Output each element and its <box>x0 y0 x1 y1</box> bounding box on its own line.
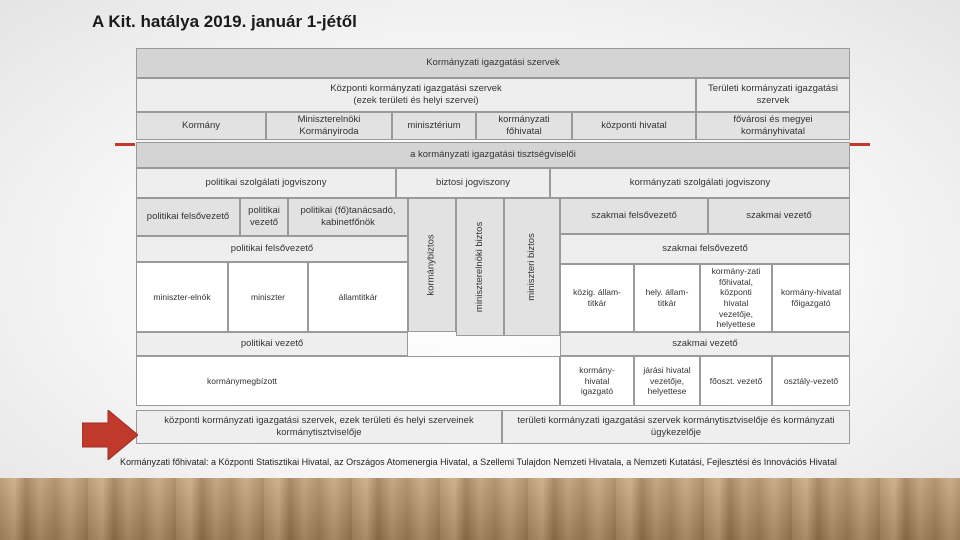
jogviszony-biztosi-label: biztosi jogviszony <box>436 177 510 189</box>
header-kormanyzati-szervek <box>136 48 850 78</box>
allamtitkar-box <box>308 262 408 332</box>
miniszter-label: miniszter <box>250 291 285 302</box>
kozig-allamtitkar-label: közig. állam-titkár <box>573 287 621 308</box>
header-kozponti-szervek <box>136 78 696 112</box>
organ-kozponti-hivatal <box>572 112 696 140</box>
jogviszony-kormanyzati-label: kormányzati szolgálati jogviszony <box>629 177 771 189</box>
jogviszony-politikai <box>136 168 396 198</box>
politikai-tanacsado-label: politikai (fő)tanácsadó, kabinetfőnök <box>300 205 396 228</box>
szakmai-felsovezeto-group <box>560 234 850 264</box>
szakmai-vezeto-group-label: szakmai vezető <box>672 338 738 350</box>
tisztsegviselo-label: a kormányzati igazgatási tisztségviselői <box>410 149 576 161</box>
organ-miniszterium <box>392 112 476 140</box>
fohivatal-vezetoje-label: kormány-zati főhivatal, központi hivatal vezetője, helyettese <box>711 266 761 330</box>
kormanyhivatal-igazgato-box <box>560 356 634 406</box>
szakmai-vezeto-group <box>560 332 850 356</box>
osztalyvezeto-box <box>772 356 850 406</box>
miniszterelnok-box <box>136 262 228 332</box>
politikai-vezeto-group <box>136 332 408 356</box>
slide-title: A Kit. hatálya 2019. január 1-jétől <box>92 12 357 31</box>
footnote-kormanyzati-fohivatal: Kormányzati főhivatal: a Központi Statisztikai Hivatal, az Országos Atomenergia Hivatal, a Szellemi Tulajdon Nemzeti Hivatala, a Nemzeti Kutatási, Fejlesztési és Innovációs Hivatal <box>120 457 837 467</box>
politikai-felsovezeto-box <box>136 198 240 236</box>
header-teruleti-szervek <box>696 78 850 112</box>
miniszterelnoki-biztos-column <box>456 198 504 336</box>
kormanybiztos-column <box>408 198 456 332</box>
miniszteri-biztos-column <box>504 198 560 336</box>
helyettes-allamtitkar-box <box>634 264 700 332</box>
kormanyhivatal-foigazgato-box <box>772 264 850 332</box>
jarasi-hivatal-label: járási hivatal vezetője, helyettese <box>643 365 691 397</box>
fohivatal-vezetoje-box <box>700 264 772 332</box>
organ-miniszterelnoki-kormanyiroda <box>266 112 392 140</box>
allamtitkar-label: államtitkár <box>338 291 378 302</box>
helyettes-allamtitkar-label: hely. állam-titkár <box>645 287 689 308</box>
politikai-vezeto-group-label: politikai vezető <box>240 338 304 350</box>
jogviszony-biztosi <box>396 168 550 198</box>
jogviszony-politikai-label: politikai szolgálati jogviszony <box>205 177 327 189</box>
organ-miniszterium-label: minisztérium <box>407 120 461 132</box>
organ-fovarosi-label: fővárosi és megyei kormányhivatal <box>733 114 813 137</box>
szakmai-vezeto-label: szakmai vezető <box>746 210 812 222</box>
header-kormanyzati-label: Kormányzati igazgatási szervek <box>426 57 560 69</box>
bottom-kozponti-kormanytisztviselo <box>136 410 502 444</box>
kormanyhivatal-foigazgato-label: kormány-hivatal főigazgató <box>781 287 841 308</box>
organ-kormanyzati-fohivatal <box>476 112 572 140</box>
kormanymegbizott-box <box>136 356 560 406</box>
szakmai-felsovezeto-group-label: szakmai felsővezető <box>662 243 748 255</box>
kormanyhivatal-igazgato-label: kormány-hivatal igazgató <box>579 365 615 397</box>
szakmai-vezeto-box <box>708 198 850 234</box>
jogviszony-kormanyzati <box>550 168 850 198</box>
organ-fohivatal-label: kormányzati főhivatal <box>498 114 550 137</box>
bottom-teruleti-label: területi kormányzati igazgatási szervek kormánytisztviselője és kormányzati ügykezelője <box>517 415 835 438</box>
kormanybiztos-label: kormánybiztos <box>426 234 438 296</box>
osztalyvezeto-label: osztály-vezető <box>783 375 839 386</box>
bottom-teruleti-kormanytisztviselo <box>502 410 850 444</box>
organ-fovarosi-megyei-kormanyhivatal <box>696 112 850 140</box>
politikai-felsovezeto-group-label: politikai felsővezető <box>230 243 314 255</box>
jarasi-hivatal-box <box>634 356 700 406</box>
miniszteri-biztos-label: miniszteri biztos <box>526 233 538 301</box>
organ-kormany <box>136 112 266 140</box>
miniszterelnok-label: miniszter-elnök <box>153 291 211 302</box>
kozig-allamtitkar-box <box>560 264 634 332</box>
tisztsegviselo-header <box>136 142 850 168</box>
red-arrow-icon <box>82 410 138 460</box>
politikai-felsovezeto-group <box>136 236 408 262</box>
wooden-floor-background <box>0 478 960 540</box>
organ-miniszterelnoki-label: Miniszterelnöki Kormányiroda <box>297 114 361 137</box>
header-teruleti-label: Területi kormányzati igazgatási szervek <box>708 83 838 106</box>
miniszterelnoki-biztos-label: miniszterelnöki biztos <box>474 221 486 313</box>
bottom-kozponti-label: központi kormányzati igazgatási szervek, ezek területi és helyi szerveinek kormánytisztviselője <box>164 415 474 438</box>
szakmai-felsovezeto-box <box>560 198 708 234</box>
header-kozponti-label: Központi kormányzati igazgatási szervek (ezek területi és helyi szervei) <box>330 83 502 106</box>
szakmai-felsovezeto-label: szakmai felsővezető <box>591 210 677 222</box>
organ-kozponti-hivatal-label: központi hivatal <box>601 120 667 132</box>
politikai-vezeto-box <box>240 198 288 236</box>
foosztalyvezeto-label: főoszt. vezető <box>709 375 763 386</box>
miniszter-box <box>228 262 308 332</box>
red-accent-line-right <box>850 143 870 146</box>
organ-kormany-label: Kormány <box>181 120 220 132</box>
kormanymegbizott-label: kormánymegbízott <box>207 375 277 386</box>
politikai-felsovezeto-label: politikai felsővezető <box>146 211 230 223</box>
politikai-tanacsado-box <box>288 198 408 236</box>
foosztalyvezeto-box <box>700 356 772 406</box>
red-accent-line-left <box>115 143 135 146</box>
politikai-vezeto-label: politikai vezető <box>248 205 280 228</box>
